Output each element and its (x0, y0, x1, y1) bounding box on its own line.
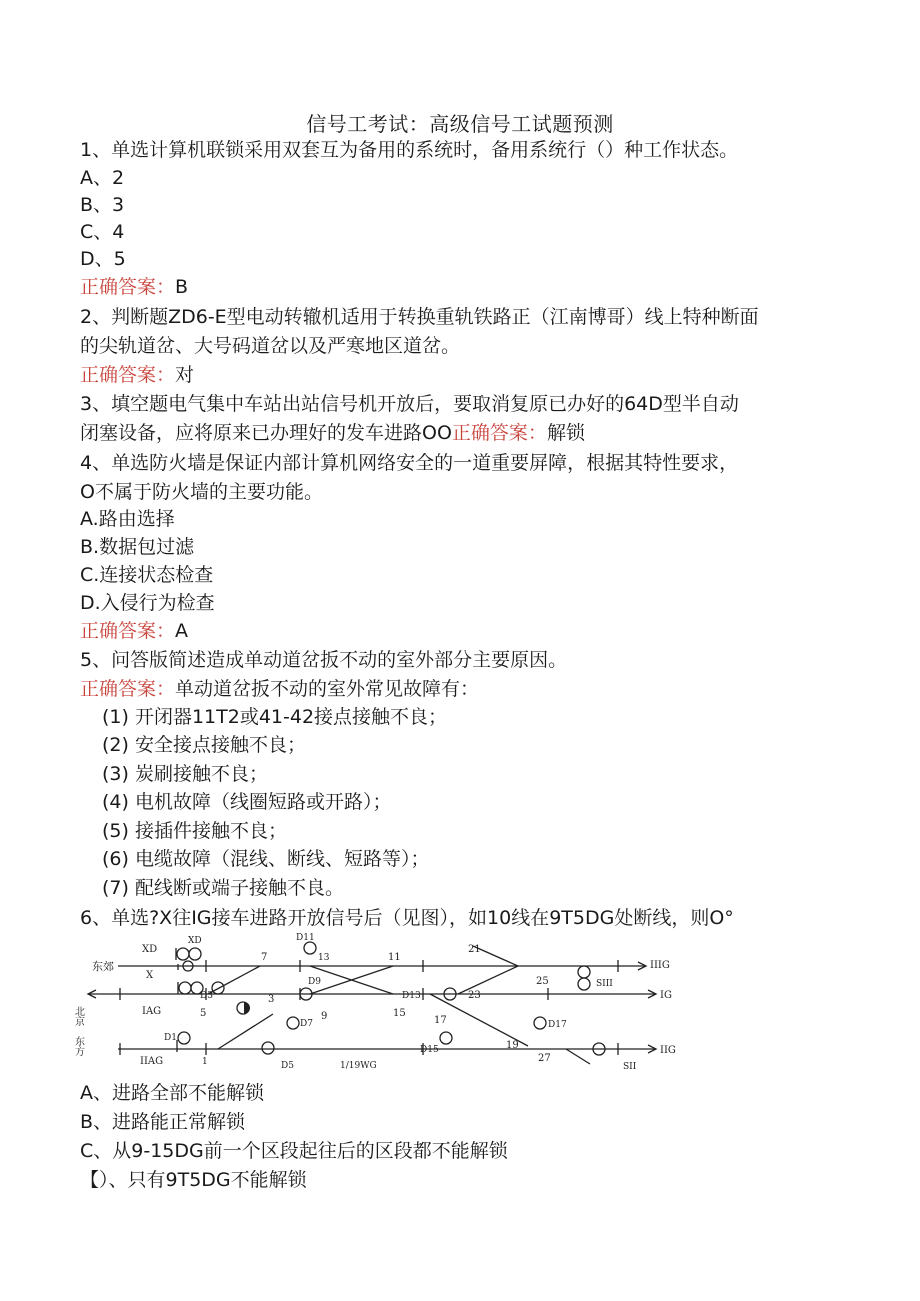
crossover-5-7 (208, 966, 260, 994)
q4-answer (80, 618, 188, 644)
label-n25: 25 (536, 976, 549, 987)
answer-value: 解锁 (546, 422, 585, 444)
label-xd: XD (142, 944, 158, 955)
label-d13: D13 (402, 991, 421, 1001)
label-iiag: IIAG (140, 1056, 164, 1067)
label-iag: IAG (142, 1006, 162, 1017)
label-ig: IG (660, 990, 672, 1001)
q6-option-c: C、从9-15DG前一个区段起往后的区段都不能解锁 (80, 1140, 508, 1162)
label-x: X (146, 970, 154, 981)
label-d3: D3 (200, 991, 213, 1001)
label-siii: SIII (596, 979, 613, 989)
answer-value: 单动道岔扳不动的室外常见故障有： (175, 678, 480, 700)
label-n11: 11 (388, 952, 401, 963)
label-iig: IIG (660, 1045, 676, 1056)
label-iiig: IIIG (650, 960, 670, 971)
q6-option-d: 【）、只有9T5DG不能解锁 (80, 1169, 307, 1191)
q3-stem-line1: 3、填空题电气集中车站出站信号机开放后，要取消复原已办好的64D型半自动 (80, 393, 739, 415)
label-n15: 15 (393, 1008, 406, 1019)
answer-value: B (175, 276, 189, 298)
label-d15: D15 (420, 1045, 439, 1055)
q1-option-b: B、3 (80, 194, 125, 216)
q4-option-c: C.连接状态检查 (80, 564, 214, 586)
signal-d9-shunt-fill (244, 1002, 250, 1014)
signal-siii-2 (578, 978, 590, 990)
signal-d7 (287, 1017, 299, 1029)
label-n19: 19 (506, 1040, 519, 1051)
label-n7: 7 (261, 952, 268, 963)
q6-option-a: A、进路全部不能解锁 (80, 1082, 264, 1104)
label-dongfang: 东方 (72, 1036, 84, 1056)
q5-answer (80, 676, 479, 702)
q4-stem-line2: O不属于防火墙的主要功能。 (80, 481, 323, 503)
q5-item-2: (2) 安全接点接触不良； (102, 734, 306, 756)
q3-stem-line2 (80, 420, 585, 446)
q1-option-a: A、2 (80, 167, 125, 189)
q6-stem: 6、单选?X往IG接车进路开放信号后（见图），如10线在9T5DG处断线，则O° (80, 907, 734, 929)
q5-item-6: (6) 电缆故障（混线、断线、短路等）； (102, 848, 430, 870)
label-n21: 21 (468, 944, 481, 955)
label-d1: D1 (164, 1033, 177, 1043)
q5-item-7: (7) 配线断或端子接触不良。 (102, 877, 344, 899)
q5-item-1: (1) 开闭器11T2或41-42接点接触不良； (102, 706, 448, 728)
label-d5: D5 (281, 1061, 294, 1071)
q6-option-b: B、进路能正常解锁 (80, 1111, 246, 1133)
label-dongjiao: 东郊 (92, 960, 114, 973)
q2-answer (80, 362, 194, 388)
label-sii: SII (623, 1062, 637, 1072)
label-n9: 9 (321, 1011, 328, 1022)
signal-d15 (440, 1032, 452, 1044)
label-beijing: 北京 (72, 1006, 84, 1026)
answer-label: 正确答案： (80, 276, 176, 298)
signal-d1 (178, 1032, 190, 1044)
q4-stem-line1: 4、单选防火墙是保证内部计算机网络安全的一道重要屏障，根据其特性要求， (80, 452, 739, 474)
label-n23: 23 (468, 990, 481, 1001)
q5-item-4: (4) 电机故障（线圈短路或开路）； (102, 791, 392, 813)
answer-value: 对 (175, 364, 195, 386)
label-n3: 3 (268, 994, 275, 1005)
q2-stem-line1: 2、判断题ZD6-E型电动转辙机适用于转换重轨铁路正（江南博哥）线上特种断面 (80, 306, 759, 328)
q5-stem: 5、问答版简述造成单动道岔扳不动的室外部分主要原因。 (80, 649, 568, 671)
q4-option-d: D.入侵行为检查 (80, 592, 215, 614)
label-d7: D7 (300, 1019, 313, 1029)
signal-siii-1 (578, 966, 590, 978)
signal-d5 (262, 1042, 274, 1054)
label-n27: 27 (538, 1053, 551, 1064)
answer-label: 正确答案： (80, 678, 176, 700)
label-d9: D9 (308, 977, 321, 987)
q5-item-3: (3) 炭刷接触不良； (102, 763, 268, 785)
label-d17: D17 (548, 1020, 567, 1030)
q4-option-b: B.数据包过滤 (80, 536, 195, 558)
q1-option-d: D、5 (80, 248, 126, 270)
q1-option-c: C、4 (80, 221, 125, 243)
signal-d17 (534, 1017, 546, 1029)
q4-option-a: A.路由选择 (80, 508, 175, 530)
label-n13: 13 (318, 953, 330, 963)
label-n5: 5 (200, 1008, 207, 1019)
signal-d11 (304, 942, 316, 954)
label-n1-19wg: 1/19WG (340, 1061, 377, 1071)
q2-stem-line2: 的尖轨道岔、大号码道岔以及严寒地区道岔。 (80, 335, 461, 357)
label-d11: D11 (296, 933, 315, 943)
q1-answer (80, 274, 188, 300)
turnout-23 (458, 966, 518, 994)
answer-label: 正确答案： (80, 620, 176, 642)
label-n17: 17 (434, 1015, 447, 1026)
label-n1: 1 (202, 1057, 208, 1067)
answer-value: A (175, 620, 189, 642)
document-title: 信号工考试：高级信号工试题预测 (306, 112, 614, 136)
answer-label: 正确答案： (451, 422, 547, 444)
q5-item-5: (5) 接插件接触不良； (102, 820, 287, 842)
turnout-27 (566, 1049, 590, 1064)
label-xd2: XD (188, 936, 202, 946)
track-layout-svg (72, 928, 678, 1080)
q3-stem-line2-text: 闭塞设备，应将原来已办理好的发车进路OO (80, 422, 452, 444)
answer-label: 正确答案： (80, 364, 176, 386)
track-layout-figure (72, 928, 678, 1080)
q1-stem: 1、单选计算机联锁采用双套互为备用的系统时，备用系统行（）种工作状态。 (80, 139, 739, 161)
